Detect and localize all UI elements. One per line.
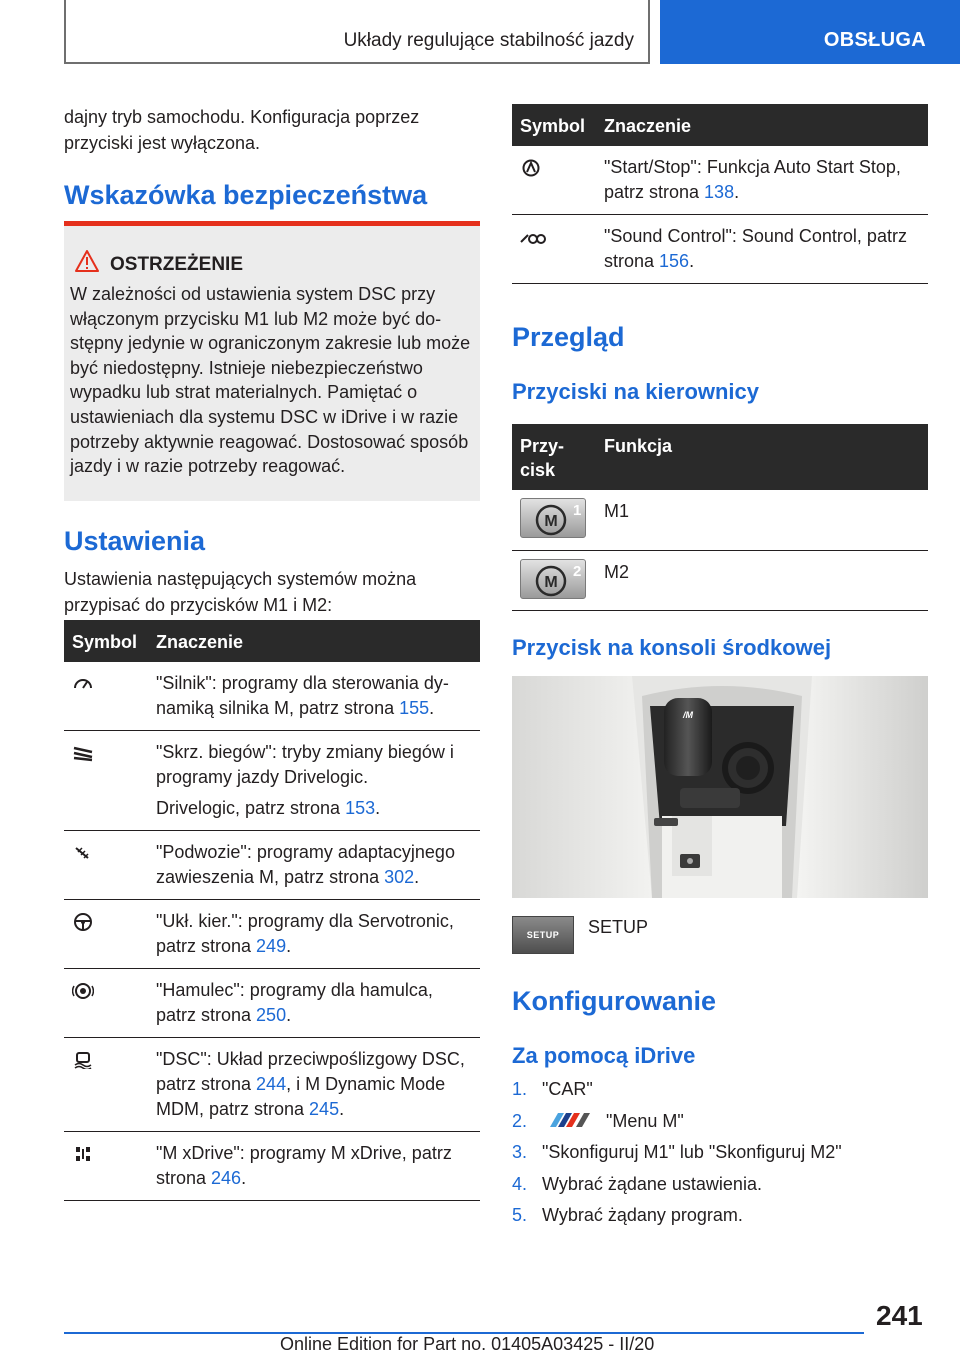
punct: . bbox=[241, 1168, 247, 1188]
page-number: 241 bbox=[876, 1300, 923, 1331]
settings-table bbox=[64, 620, 480, 1201]
settings-table-continued bbox=[512, 104, 928, 284]
step-number: 1. bbox=[512, 1079, 528, 1099]
table-row bbox=[512, 490, 928, 550]
dsc-icon bbox=[72, 1051, 94, 1069]
setup-button-icon bbox=[512, 916, 574, 954]
table-row bbox=[64, 662, 480, 731]
settings-heading: Ustawienia bbox=[64, 526, 206, 556]
setting-text: "Hamulec": programy dla hamulca, patrz strona bbox=[156, 980, 433, 1025]
gearbox-icon bbox=[72, 744, 94, 762]
auto-start-stop-icon bbox=[520, 159, 542, 177]
intro-paragraph: dajny tryb samochodu. Konfiguracja poprzez przyciski jest wyłączona. bbox=[64, 107, 420, 153]
setting-text-mid: , i M Dynamic Mode MDM, patrz strona bbox=[156, 1074, 446, 1119]
buttons-table bbox=[512, 424, 928, 611]
right-table-wrap bbox=[512, 104, 928, 284]
step-number: 3. bbox=[512, 1142, 528, 1162]
list-item bbox=[512, 1139, 928, 1171]
setting-text-extra: Drivelogic, patrz strona bbox=[156, 798, 346, 818]
punct: . bbox=[414, 867, 420, 887]
punct: . bbox=[375, 798, 381, 818]
table-header-row bbox=[512, 424, 928, 490]
overview-heading: Przegląd bbox=[512, 322, 625, 352]
m-logo-icon bbox=[542, 1111, 598, 1129]
m1-number: 1 bbox=[573, 502, 582, 519]
steering-buttons-heading: Przyciski na kierownicy bbox=[512, 379, 760, 404]
settings-text: Ustawienia następujących systemów można przypisać do przycisków M1 i M2: bbox=[64, 569, 417, 615]
chapter-title: Układy regulujące stabilność jazdy bbox=[343, 30, 634, 51]
list-item bbox=[512, 1108, 928, 1140]
configure-subheading: Za pomocą iDrive bbox=[512, 1043, 696, 1068]
configure-heading: Konfigurowanie bbox=[512, 986, 716, 1016]
setup-label: SETUP bbox=[588, 917, 649, 937]
page-link[interactable]: 155 bbox=[399, 698, 430, 718]
svg-text:/M: /M bbox=[683, 710, 693, 720]
setting-text: "Skrz. biegów": tryby zmiany biegów i programy jazdy Drivelogic. bbox=[156, 742, 454, 787]
punct: . bbox=[286, 1005, 292, 1025]
col-meaning-header: Znaczenie bbox=[148, 620, 480, 662]
page-link[interactable]: 138 bbox=[704, 182, 735, 202]
section-tab[interactable] bbox=[660, 0, 960, 64]
page-link[interactable]: 244 bbox=[256, 1074, 287, 1094]
engine-icon bbox=[72, 675, 94, 693]
table-header-row bbox=[64, 620, 480, 662]
step-number: 5. bbox=[512, 1205, 528, 1225]
page-link[interactable]: 249 bbox=[256, 936, 287, 956]
page-link[interactable]: 156 bbox=[659, 251, 690, 271]
button-function: M1 bbox=[596, 490, 928, 550]
brake-icon bbox=[72, 982, 94, 1000]
list-item bbox=[512, 1076, 928, 1108]
warning-text: W zależności od ustawienia system DSC przy włączonym przycisku M1 lub M2 może być dostępny jedynie w ograniczonym zakresie lub może być niedostępny. Istnieje niebezpieczeństwo wypadku lub strat materialnych. Pamiętać o ustawieniach dla systemu DSC w iDrive i w razie potrzeby aktywnie reagować. Dostosować sposób jazdy i w razie potrzeby reagować. bbox=[70, 284, 471, 477]
table-row bbox=[64, 731, 480, 831]
punct: . bbox=[339, 1099, 345, 1119]
setting-text: "Sound Control": Sound Control, patrz strona bbox=[604, 226, 907, 271]
svg-text:M: M bbox=[544, 573, 558, 591]
suspension-icon bbox=[72, 844, 94, 862]
col-function-header: Funkcja bbox=[596, 424, 928, 490]
svg-text:M: M bbox=[544, 513, 558, 530]
col-symbol-header: Symbol bbox=[512, 104, 596, 146]
warning-triangle-icon bbox=[74, 249, 100, 273]
setting-text: "Start/Stop": Funkcja Auto Start Stop, patrz strona bbox=[604, 157, 901, 202]
punct: . bbox=[689, 251, 695, 271]
section-tab-label: OBSŁUGA bbox=[823, 29, 926, 51]
steering-wheel-icon bbox=[72, 913, 94, 931]
step-text: "Menu M" bbox=[606, 1110, 684, 1131]
col-button-header: Przycisk bbox=[512, 424, 596, 490]
buttons-table-wrap bbox=[512, 424, 928, 611]
page-link[interactable]: 250 bbox=[256, 1005, 287, 1025]
list-item bbox=[512, 1202, 928, 1234]
center-console-photo bbox=[512, 676, 928, 898]
table-row bbox=[512, 550, 928, 610]
safety-heading: Wskazówka bezpieczeństwa bbox=[64, 180, 428, 210]
punct: . bbox=[429, 698, 435, 718]
m2-button-icon bbox=[520, 559, 586, 599]
page-link[interactable]: 246 bbox=[211, 1168, 242, 1188]
settings-table-wrap bbox=[64, 620, 480, 1201]
setting-text: "Ukł. kier.": programy dla Servotronic, patrz strona bbox=[156, 911, 454, 956]
table-header-row bbox=[512, 104, 928, 146]
table-row bbox=[64, 1132, 480, 1201]
warning-title: OSTRZEŻENIE bbox=[110, 254, 244, 275]
step-number: 2. bbox=[512, 1110, 528, 1131]
m1-button-icon bbox=[520, 498, 586, 538]
page-link[interactable]: 302 bbox=[384, 867, 415, 887]
xdrive-icon bbox=[72, 1145, 94, 1163]
setting-text: "DSC": Układ przeciwpoślizgowy DSC, patrz strona bbox=[156, 1049, 465, 1094]
table-row bbox=[512, 215, 928, 284]
header-box bbox=[64, 0, 650, 64]
list-item bbox=[512, 1171, 928, 1203]
step-number: 4. bbox=[512, 1173, 528, 1194]
warning-box bbox=[64, 221, 480, 501]
step-text: Wybrać żądany program. bbox=[542, 1205, 743, 1225]
setting-text: "M xDrive": programy M xDrive, patrz strona bbox=[156, 1143, 452, 1188]
table-row bbox=[512, 146, 928, 215]
table-row bbox=[64, 969, 480, 1038]
center-console-illustration bbox=[512, 676, 928, 898]
table-row bbox=[64, 900, 480, 969]
step-text: "CAR" bbox=[542, 1079, 593, 1099]
step-text: "Skonfiguruj M1" lub "Skonfiguruj M2" bbox=[542, 1142, 842, 1162]
console-button-heading: Przycisk na konsoli środkowej bbox=[512, 635, 832, 660]
col-meaning-header: Znaczenie bbox=[596, 104, 928, 146]
page-link[interactable]: 245 bbox=[309, 1099, 340, 1119]
configure-steps bbox=[512, 1076, 928, 1234]
footer-edition: Online Edition for Part no. 01405A03425 - II/20 bbox=[280, 1334, 655, 1354]
table-row bbox=[64, 1038, 480, 1132]
button-function: M2 bbox=[596, 550, 928, 610]
setting-text: "Podwozie": programy adaptacyjnego zawieszenia M, patrz strona bbox=[156, 842, 455, 887]
punct: . bbox=[734, 182, 740, 202]
setting-text: "Silnik": programy dla sterowania dynamiką silnika M, patrz strona bbox=[156, 673, 449, 718]
punct: . bbox=[286, 936, 292, 956]
page-link[interactable]: 153 bbox=[345, 798, 376, 818]
setup-row bbox=[512, 916, 928, 956]
setup-button-text: SETUP bbox=[526, 930, 560, 940]
table-row bbox=[64, 831, 480, 900]
step-text: Wybrać żądane ustawienia. bbox=[542, 1173, 762, 1194]
col-symbol-header: Symbol bbox=[64, 620, 148, 662]
m2-number: 2 bbox=[573, 562, 582, 580]
sound-control-icon bbox=[520, 228, 546, 246]
